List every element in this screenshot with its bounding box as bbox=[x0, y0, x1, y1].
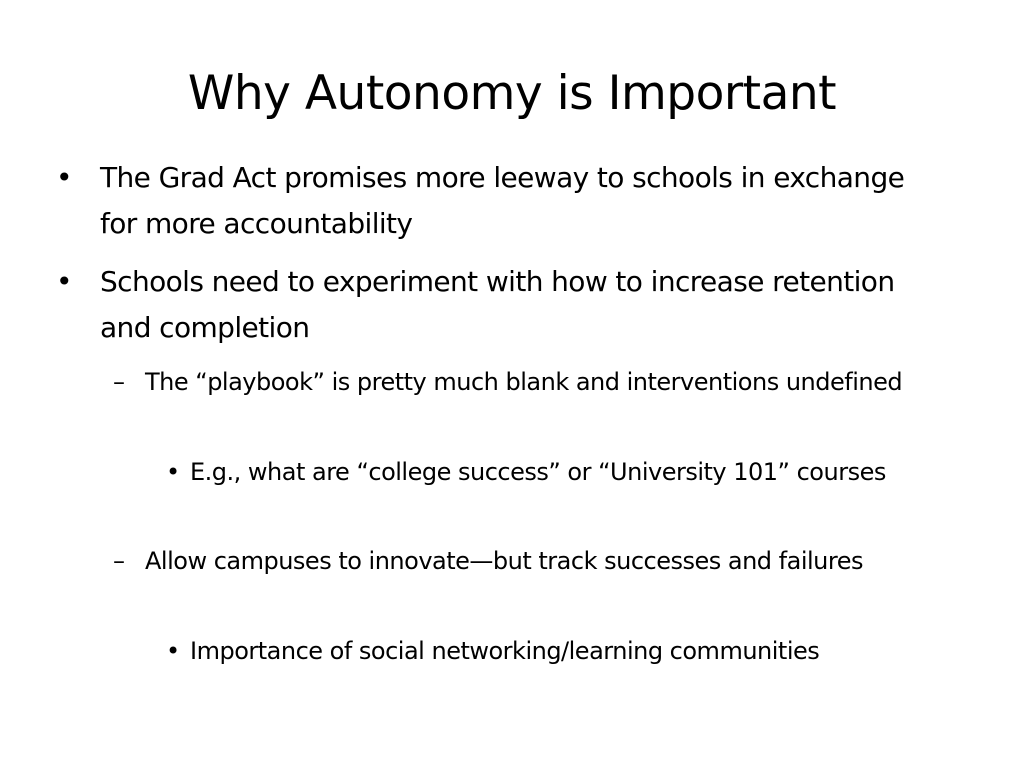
bullet-text: The Grad Act promises more leeway to schools in exchange for more accountability bbox=[100, 161, 905, 240]
sub-bullet-text: The “playbook” is pretty much blank and interventions undefined bbox=[145, 368, 903, 396]
sub-sub-bullet-text: Importance of social networking/learning communities bbox=[190, 637, 820, 665]
bullet-item bbox=[56, 155, 920, 247]
bullet-marker: • bbox=[56, 161, 72, 194]
sub-bullet-text: Allow campuses to innovate—but track successes and failures bbox=[145, 547, 863, 575]
bullet-marker: • bbox=[166, 458, 180, 486]
bullet-item bbox=[56, 259, 920, 351]
sub-bullet-item bbox=[113, 362, 915, 402]
sub-bullet-item bbox=[113, 541, 915, 581]
dash-marker: – bbox=[113, 368, 125, 396]
dash-marker: – bbox=[113, 547, 125, 575]
sub-sub-bullet-item bbox=[166, 631, 960, 671]
bullet-text: Schools need to experiment with how to increase retention and completion bbox=[100, 265, 895, 344]
bullet-marker: • bbox=[56, 265, 72, 298]
bullet-marker: • bbox=[166, 637, 180, 665]
sub-sub-bullet-text: E.g., what are “college success” or “University 101” courses bbox=[190, 458, 886, 486]
sub-sub-bullet-item bbox=[166, 452, 960, 492]
slide-title: Why Autonomy is Important bbox=[187, 66, 837, 121]
